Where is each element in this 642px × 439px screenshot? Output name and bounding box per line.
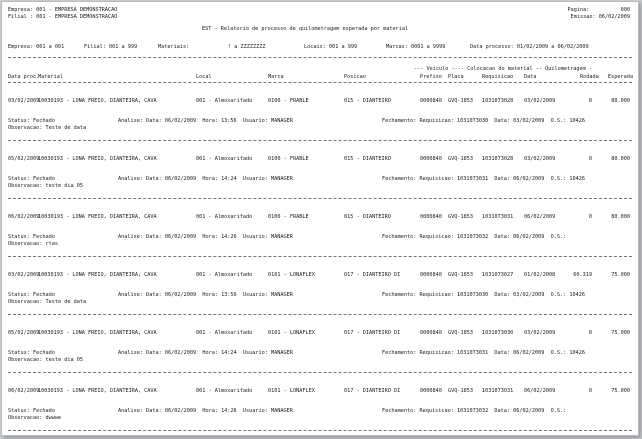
record-analise: Analise: Data: 06/02/2009 Hora: 14:26 Usuario: MANAGER bbox=[118, 234, 293, 240]
col-material: Material bbox=[38, 74, 63, 80]
col-local: Local bbox=[196, 74, 212, 80]
record-requisicao: 1031073031 bbox=[482, 388, 514, 394]
record-status: Status: Fechado bbox=[8, 408, 55, 414]
record-requisicao: 1031073031 bbox=[482, 214, 514, 220]
col-prefixo: Prefixo bbox=[420, 74, 442, 80]
record-fechamento: Fechamento: Requisicao: 1031073032 Data: 06/02/2009 O.S.: bbox=[382, 234, 567, 240]
record-requisicao: 1031073030 bbox=[482, 330, 514, 336]
record-data: 01/02/2008 bbox=[524, 272, 556, 278]
record-requisicao: 1031073028 bbox=[482, 98, 514, 104]
record-observacao: Observacao: dwwwe bbox=[8, 415, 62, 421]
record-data-proc: 06/02/2009 bbox=[8, 388, 40, 394]
col-posicao: Posicao bbox=[344, 74, 366, 80]
record-observacao: Observacao: rtas bbox=[8, 241, 58, 247]
record-observacao: Observacao: Teste de data bbox=[8, 125, 87, 131]
branch-line: Filial : 001 - EMPRESA DEMONSTRACAO bbox=[8, 14, 118, 20]
record-placa: GVQ-1853 bbox=[448, 214, 473, 220]
col-requisicao: Requisicao bbox=[482, 74, 514, 80]
record-observacao: Observacao: Teste de data bbox=[8, 299, 87, 305]
param-branch: Filial: 001 a 999 bbox=[84, 44, 138, 50]
record-data: 06/02/2009 bbox=[524, 388, 556, 394]
company-line: Empresa: 001 - EMPRESA DEMONSTRACAO bbox=[8, 7, 118, 13]
record-data: 06/02/2009 bbox=[524, 214, 556, 220]
record-fechamento: Fechamento: Requisicao: 1031073032 Data: 06/02/2009 O.S.: bbox=[382, 408, 567, 414]
record-analise: Analise: Data: 06/02/2009 Hora: 13:56 Usuario: MANAGER bbox=[118, 292, 293, 298]
record-data: 03/02/2009 bbox=[524, 156, 556, 162]
record-prefixo: 0000840 bbox=[420, 98, 442, 104]
record-placa: GVQ-1853 bbox=[448, 330, 473, 336]
record-status: Status: Fechado bbox=[8, 118, 55, 124]
report-page bbox=[1, 1, 639, 436]
record-requisicao: 1031073028 bbox=[482, 156, 514, 162]
param-materials-label: Materiais: bbox=[158, 44, 190, 50]
record-fechamento: Fechamento: Requisicao: 1031073030 Data: 03/02/2009 O.S.: 10426 bbox=[382, 292, 586, 298]
param-company: Empresa: 001 a 001 bbox=[8, 44, 65, 50]
record-analise: Analise: Data: 06/02/2009 Hora: 13:56 Usuario: MANAGER bbox=[118, 118, 293, 124]
record-rodada: 0 bbox=[588, 98, 592, 104]
record-placa: GVQ-1853 bbox=[448, 272, 473, 278]
record-esperada: 75.000 bbox=[611, 388, 630, 394]
param-brands: Marcas: 0001 a 9999 bbox=[386, 44, 446, 50]
record-prefixo: 0000840 bbox=[420, 388, 442, 394]
record-analise: Analise: Data: 06/02/2009 Hora: 14:24 Usuario: MANAGER bbox=[118, 176, 293, 182]
record-posicao: 017 - DIANTEIRO DI bbox=[344, 272, 401, 278]
col-data-proc: Data proc. bbox=[8, 74, 40, 80]
record-observacao: Observacao: teste dia 05 bbox=[8, 183, 83, 189]
record-prefixo: 0000840 bbox=[420, 330, 442, 336]
record-status: Status: Fechado bbox=[8, 292, 55, 298]
record-prefixo: 0000840 bbox=[420, 272, 442, 278]
record-local: 001 - Almoxarifado bbox=[196, 388, 253, 394]
param-locations: Locais: 001 a 999 bbox=[304, 44, 358, 50]
record-local: 001 - Almoxarifado bbox=[196, 330, 253, 336]
record-status: Status: Fechado bbox=[8, 350, 55, 356]
record-esperada: 80.000 bbox=[611, 156, 630, 162]
record-placa: GVQ-1853 bbox=[448, 388, 473, 394]
record-data-proc: 06/02/2009 bbox=[8, 214, 40, 220]
record-posicao: 017 - DIANTEIRO DI bbox=[344, 330, 401, 336]
record-marca: 0100 - FRABLE bbox=[268, 214, 309, 220]
record-posicao: 017 - DIANTEIRO DI bbox=[344, 388, 401, 394]
record-material: 10030193 - LONA FREIO, DIANTEIRA, CAVA bbox=[38, 214, 157, 220]
record-material: 10030193 - LONA FREIO, DIANTEIRA, CAVA bbox=[38, 388, 157, 394]
record-esperada: 75.000 bbox=[611, 330, 630, 336]
col-data: Data bbox=[524, 74, 537, 80]
record-rodada: 0 bbox=[588, 330, 592, 336]
record-placa: GVQ-1853 bbox=[448, 156, 473, 162]
record-requisicao: 1031073027 bbox=[482, 272, 514, 278]
record-prefixo: 0000840 bbox=[420, 214, 442, 220]
record-fechamento: Fechamento: Requisicao: 1031073031 Data: 06/02/2009 O.S.: 10426 bbox=[382, 350, 586, 356]
record-rodada: 0 bbox=[588, 156, 592, 162]
record-placa: GVQ-1853 bbox=[448, 98, 473, 104]
record-status: Status: Fechado bbox=[8, 176, 55, 182]
record-data: 03/02/2009 bbox=[524, 330, 556, 336]
record-posicao: 015 - DIANTEIRO bbox=[344, 98, 391, 104]
col-rodada: Rodada bbox=[580, 74, 599, 80]
report-title: EST - Relatorio de processo de quilometragem esperada por material bbox=[202, 26, 409, 32]
record-material: 10030193 - LONA FREIO, DIANTEIRA, CAVA bbox=[38, 330, 157, 336]
param-materials-range: ! a ZZZZZZZZ bbox=[228, 44, 266, 50]
record-marca: 0100 - FRABLE bbox=[268, 98, 309, 104]
record-data-proc: 05/02/2009 bbox=[8, 330, 40, 336]
param-process-date: Data processo: 01/02/2009 a 06/02/2009 bbox=[470, 44, 589, 50]
record-marca: 0101 - LONAFLEX bbox=[268, 330, 315, 336]
col-marca: Marca bbox=[268, 74, 284, 80]
record-esperada: 80.000 bbox=[611, 98, 630, 104]
record-material: 10030193 - LONA FREIO, DIANTEIRA, CAVA bbox=[38, 156, 157, 162]
record-local: 001 - Almoxarifado bbox=[196, 156, 253, 162]
column-group-header: --- Veiculo ---- Colocacao do material -- Quilometragem - bbox=[414, 66, 593, 72]
col-esperada: Esperada bbox=[608, 74, 633, 80]
record-separator bbox=[8, 314, 632, 315]
record-marca: 0101 - LONAFLEX bbox=[268, 388, 315, 394]
record-analise: Analise: Data: 06/02/2009 Hora: 14:26 Usuario: MANAGER bbox=[118, 408, 293, 414]
record-analise: Analise: Data: 06/02/2009 Hora: 14:24 Usuario: MANAGER bbox=[118, 350, 293, 356]
record-esperada: 75.000 bbox=[611, 272, 630, 278]
header-separator bbox=[8, 57, 632, 58]
record-status: Status: Fechado bbox=[8, 234, 55, 240]
record-separator bbox=[8, 256, 632, 257]
record-separator bbox=[8, 198, 632, 199]
page-number: Pagina: 000 bbox=[567, 7, 630, 13]
record-local: 001 - Almoxarifado bbox=[196, 214, 253, 220]
record-rodada: 0 bbox=[588, 388, 592, 394]
record-local: 001 - Almoxarifado bbox=[196, 98, 253, 104]
record-separator bbox=[8, 140, 632, 141]
record-material: 10030193 - LONA FREIO, DIANTEIRA, CAVA bbox=[38, 272, 157, 278]
record-data-proc: 05/02/2009 bbox=[8, 156, 40, 162]
record-separator bbox=[8, 430, 632, 431]
record-data-proc: 03/02/2009 bbox=[8, 272, 40, 278]
record-marca: 0100 - FRABLE bbox=[268, 156, 309, 162]
record-fechamento: Fechamento: Requisicao: 1031073030 Data: 03/02/2009 O.S.: 10426 bbox=[382, 118, 586, 124]
record-posicao: 015 - DIANTEIRO bbox=[344, 156, 391, 162]
col-placa: Placa bbox=[448, 74, 464, 80]
record-separator bbox=[8, 372, 632, 373]
record-data: 03/02/2009 bbox=[524, 98, 556, 104]
record-prefixo: 0000840 bbox=[420, 156, 442, 162]
record-observacao: Observacao: teste dia 05 bbox=[8, 357, 83, 363]
record-posicao: 015 - DIANTEIRO bbox=[344, 214, 391, 220]
record-esperada: 80.000 bbox=[611, 214, 630, 220]
column-header-separator bbox=[8, 82, 632, 83]
record-marca: 0101 - LONAFLEX bbox=[268, 272, 315, 278]
record-data-proc: 03/02/2009 bbox=[8, 98, 40, 104]
record-local: 001 - Almoxarifado bbox=[196, 272, 253, 278]
issue-date: Emissao: 06/02/2009 bbox=[570, 14, 630, 20]
record-fechamento: Fechamento: Requisicao: 1031073031 Data: 06/02/2009 O.S.: 10426 bbox=[382, 176, 586, 182]
record-material: 10030193 - LONA FREIO, DIANTEIRA, CAVA bbox=[38, 98, 157, 104]
record-rodada: 0 bbox=[588, 214, 592, 220]
record-rodada: 60.319 bbox=[573, 272, 592, 278]
